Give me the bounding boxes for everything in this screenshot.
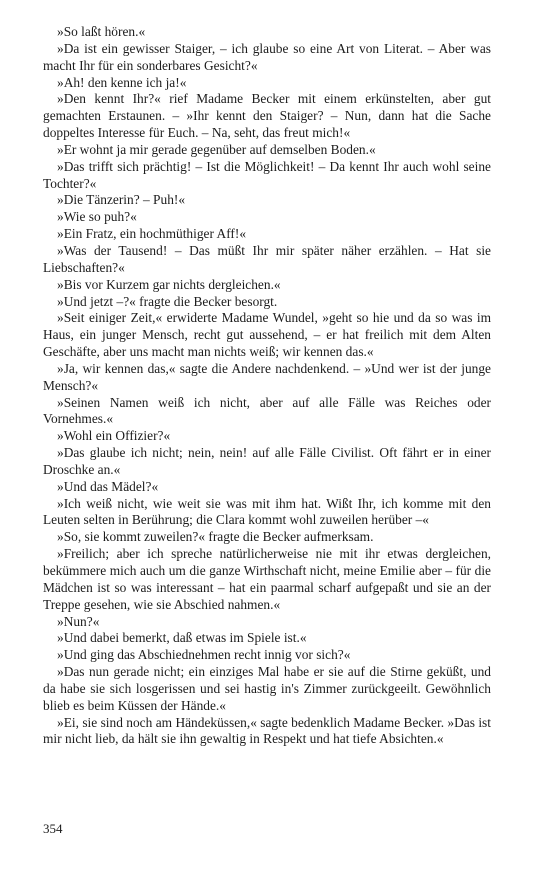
paragraph: »Da ist ein gewisser Staiger, – ich glaube so eine Art von Literat. – Aber was macht Ihr für ein sonderbares Gesicht?« xyxy=(43,40,491,73)
paragraph: »Wohl ein Offizier?« xyxy=(57,428,171,444)
paragraph: »Ei, sie sind noch am Händeküssen,« sagte bedenklich Madame Becker. »Das ist mir nicht lieb, da hält sie ihn gewaltig in Respekt und hat tiefe Absichten.« xyxy=(43,714,491,747)
paragraph: »Was der Tausend! – Das müßt Ihr mir später näher erzählen. – Hat sie Liebschaften?« xyxy=(43,242,491,275)
paragraph: »Das trifft sich prächtig! – Ist die Möglichkeit! – Da kennt Ihr auch wohl seine Tochter?« xyxy=(43,158,491,191)
paragraph: »Bis vor Kurzem gar nichts dergleichen.« xyxy=(57,276,281,292)
paragraph: »So laßt hören.« xyxy=(57,24,146,39)
paragraph: »Und jetzt –?« fragte die Becker besorgt. xyxy=(57,293,278,309)
paragraph: »Die Tänzerin? – Puh!« xyxy=(57,192,186,208)
paragraph: »Nun?« xyxy=(57,613,100,629)
paragraph: »Wie so puh?« xyxy=(57,209,137,225)
paragraph: »Und dabei bemerkt, daß etwas im Spiele ist.« xyxy=(57,630,307,646)
paragraph: »Ja, wir kennen das,« sagte die Andere nachdenkend. – »Und wer ist der junge Mensch?« xyxy=(43,360,491,393)
paragraph: »Seinen Namen weiß ich nicht, aber auf alle Fälle was Reiches oder Vornehmes.« xyxy=(43,394,491,427)
paragraph: »Ein Fratz, ein hochmüthiger Aff!« xyxy=(57,226,247,242)
paragraph: »Er wohnt ja mir gerade gegenüber auf demselben Boden.« xyxy=(57,141,376,157)
page-text xyxy=(43,24,491,748)
paragraph: »Und ging das Abschiednehmen recht innig vor sich?« xyxy=(57,647,351,663)
paragraph: »Das glaube ich nicht; nein, nein! auf alle Fälle Civilist. Oft fährt er in einer Droschke an.« xyxy=(43,445,491,477)
paragraph: »Den kennt Ihr?« rief Madame Becker mit einem erkünstelten, aber gut gemachten Erstaunen. – »Ihr kennt den Staiger? – Nun, dann hat die Sache doppeltes Interesse für Euch. – Na, seht, das freut mich!« xyxy=(43,91,491,141)
page-number: 354 xyxy=(43,821,63,836)
paragraph: »So, sie kommt zuweilen?« fragte die Becker aufmerksam. xyxy=(57,529,374,545)
paragraph: »Das nun gerade nicht; ein einziges Mal habe er sie auf die Stirne geküßt, und da habe sie sich losgerissen und sei hastig in's Zimmer zurückgeeilt. Gewöhnlich blieb es beim Küssen der Hände.« xyxy=(43,664,491,713)
paragraph: »Ich weiß nicht, wie weit sie was mit ihm hat. Wißt Ihr, ich komme mit den Leuten selten in Berührung; die Clara kommt wohl zuweilen herüber –« xyxy=(43,495,491,528)
paragraph: »Ah! den kenne ich ja!« xyxy=(57,74,187,90)
paragraph: »Und das Mädel?« xyxy=(57,478,159,494)
paragraph: »Seit einiger Zeit,« erwiderte Madame Wundel, »geht so hie und da so was im Haus, ein junger Mensch, recht gut aussehend, – er hat freilich mit dem Alten Geschäfte, aber uns macht man nichts weiß; wir kennen das.« xyxy=(43,310,491,360)
paragraph: »Freilich; aber ich spreche natürlicherweise nie mit ihr etwas dergleichen, bekümmere mich auch um die ganze Wirthschaft nicht, meine Emilie aber – für die Mädchen ist so was interessant – hat ein paarmal scharf aufgepaßt und sie an der Treppe gesehen, wie sie Abschied nahmen.« xyxy=(43,546,491,612)
